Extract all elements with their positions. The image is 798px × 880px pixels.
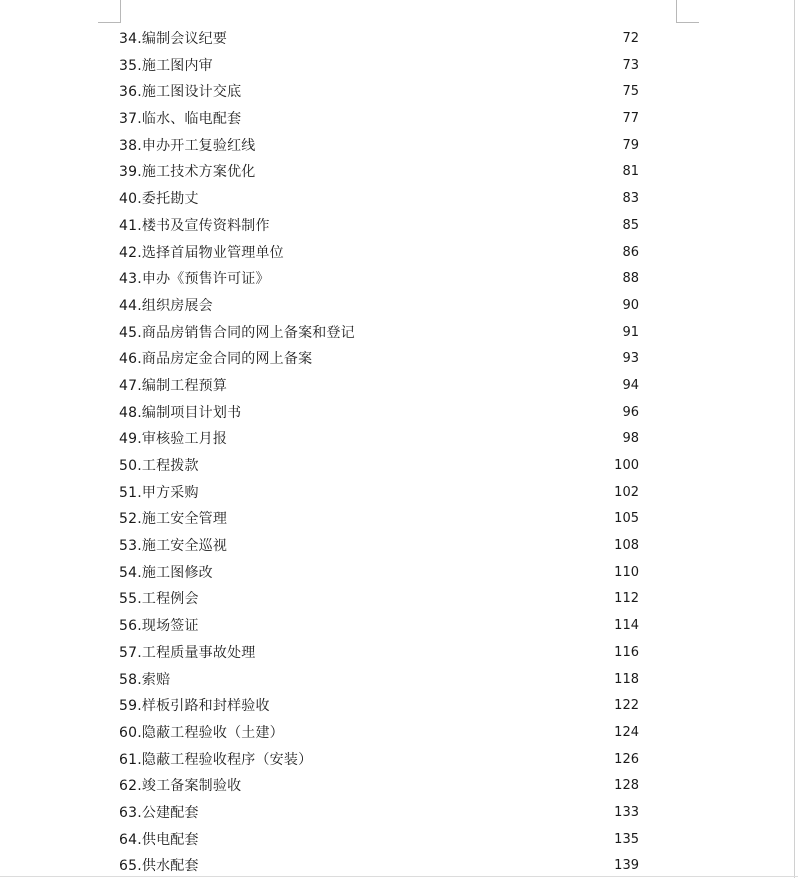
toc-entry[interactable] [119, 373, 639, 400]
toc-entry[interactable] [119, 827, 639, 854]
toc-entry-title: 60.隐蔽工程验收（土建） [119, 724, 284, 741]
toc-entry-page-number: 139 [614, 858, 639, 874]
toc-entry-title: 53.施工安全巡视 [119, 538, 228, 555]
toc-entry-title: 58.索赔 [119, 671, 171, 688]
toc-entry-title: 37.临水、临电配套 [119, 111, 242, 128]
toc-entry-title: 56.现场签证 [119, 618, 199, 635]
toc-entry-page-number: 126 [614, 751, 639, 767]
toc-entry-page-number: 73 [622, 57, 639, 73]
toc-entry-page-number: 75 [622, 84, 639, 100]
toc-entry-page-number: 83 [622, 191, 639, 207]
page-edge-right [794, 0, 795, 878]
toc-entry-title: 47.编制工程预算 [119, 377, 228, 394]
toc-entry[interactable] [119, 640, 639, 667]
toc-entry-title: 51.甲方采购 [119, 484, 199, 501]
toc-entry-page-number: 91 [622, 324, 639, 340]
toc-entry-page-number: 96 [622, 404, 639, 420]
toc-entry-page-number: 77 [622, 111, 639, 127]
toc-entry[interactable] [119, 320, 639, 347]
toc-entry-page-number: 102 [614, 484, 639, 500]
toc-entry-page-number: 108 [614, 538, 639, 554]
toc-entry-title: 50.工程拨款 [119, 458, 199, 474]
toc-entry-page-number: 86 [622, 244, 639, 260]
toc-entry[interactable] [119, 133, 639, 160]
toc-entry[interactable] [119, 773, 639, 800]
toc-entry-page-number: 79 [622, 137, 639, 153]
toc-entry-title: 42.选择首届物业管理单位 [119, 244, 284, 261]
toc-entry[interactable] [119, 560, 639, 587]
toc-entry[interactable] [119, 400, 639, 427]
toc-entry[interactable] [119, 747, 639, 774]
toc-entry-title: 44.组织房展会 [119, 297, 213, 314]
toc-entry-page-number: 98 [622, 431, 639, 447]
toc-entry[interactable] [119, 213, 639, 240]
toc-entry-title: 65.供水配套 [119, 858, 199, 875]
toc-entry-title: 57.工程质量事故处理 [119, 644, 256, 661]
toc-entry-page-number: 114 [614, 618, 639, 634]
toc-entry[interactable] [119, 346, 639, 373]
toc-entry[interactable] [119, 800, 639, 827]
crop-mark-top-right [676, 0, 699, 23]
toc-entry-page-number: 94 [622, 377, 639, 393]
toc-entry[interactable] [119, 79, 639, 106]
toc-entry[interactable] [119, 293, 639, 320]
toc-entry[interactable] [119, 453, 639, 480]
toc-entry-title: 63.公建配套 [119, 804, 199, 821]
toc-entry-title: 38.申办开工复验红线 [119, 137, 256, 154]
toc-entry[interactable] [119, 667, 639, 694]
toc-entry-title: 54.施工图修改 [119, 564, 213, 581]
toc-entry-page-number: 118 [614, 671, 639, 687]
toc-entry[interactable] [119, 186, 639, 213]
toc-entry-page-number: 116 [614, 644, 639, 660]
toc-entry-title: 48.编制项目计划书 [119, 404, 242, 421]
crop-mark-top-left [98, 0, 121, 23]
toc-entry[interactable] [119, 106, 639, 133]
toc-entry-title: 62.竣工备案制验收 [119, 778, 242, 795]
toc-entry-title: 64.供电配套 [119, 831, 199, 848]
toc-entry-page-number: 72 [622, 31, 639, 46]
toc-entry-page-number: 105 [614, 511, 639, 527]
toc-entry-title: 45.商品房销售合同的网上备案和登记 [119, 324, 355, 341]
toc-entry-title: 35.施工图内审 [119, 57, 213, 74]
toc-entry-title: 61.隐蔽工程验收程序（安装） [119, 751, 313, 768]
toc-entry[interactable] [119, 613, 639, 640]
toc-entry[interactable] [119, 266, 639, 293]
toc-entry-title: 59.样板引路和封样验收 [119, 698, 270, 715]
toc-entry-title: 46.商品房定金合同的网上备案 [119, 351, 313, 368]
toc-entry-page-number: 122 [614, 698, 639, 714]
toc-entry-page-number: 112 [614, 591, 639, 607]
toc-entry-title: 40.委托勘丈 [119, 191, 199, 208]
toc-entry-page-number: 124 [614, 724, 639, 740]
toc-entry-page-number: 100 [614, 458, 639, 473]
toc-entry-page-number: 110 [614, 564, 639, 580]
toc-entry-title: 36.施工图设计交底 [119, 84, 242, 101]
toc-entry-title: 52.施工安全管理 [119, 511, 228, 528]
toc-entry-title: 39.施工技术方案优化 [119, 164, 256, 181]
toc-entry-title: 34.编制会议纪要 [119, 31, 228, 47]
toc-entry[interactable] [119, 426, 639, 453]
toc-entry-title: 55.工程例会 [119, 591, 199, 608]
toc-entry[interactable] [119, 506, 639, 533]
toc-entry[interactable] [119, 480, 639, 507]
toc-entry[interactable] [119, 26, 639, 53]
toc-entry[interactable] [119, 159, 639, 186]
toc-entry-page-number: 88 [622, 271, 639, 287]
toc-entry-page-number: 81 [622, 164, 639, 180]
toc-entry[interactable] [119, 240, 639, 267]
toc-entry[interactable] [119, 720, 639, 747]
toc-entry-page-number: 93 [622, 351, 639, 367]
toc-entry[interactable] [119, 53, 639, 80]
toc-entry[interactable] [119, 693, 639, 720]
toc-entry-page-number: 128 [614, 778, 639, 794]
toc-entry-page-number: 135 [614, 831, 639, 847]
toc-entry[interactable] [119, 586, 639, 613]
toc-entry-title: 49.审核验工月报 [119, 431, 228, 448]
toc-entry[interactable] [119, 853, 639, 880]
toc-entry-page-number: 133 [614, 804, 639, 820]
toc-entry-title: 41.楼书及宣传资料制作 [119, 217, 270, 234]
toc-entry-title: 43.申办《预售许可证》 [119, 271, 270, 288]
toc-entry-page-number: 85 [622, 217, 639, 233]
toc-entry-page-number: 90 [622, 297, 639, 313]
table-of-contents [119, 26, 639, 880]
toc-entry[interactable] [119, 533, 639, 560]
